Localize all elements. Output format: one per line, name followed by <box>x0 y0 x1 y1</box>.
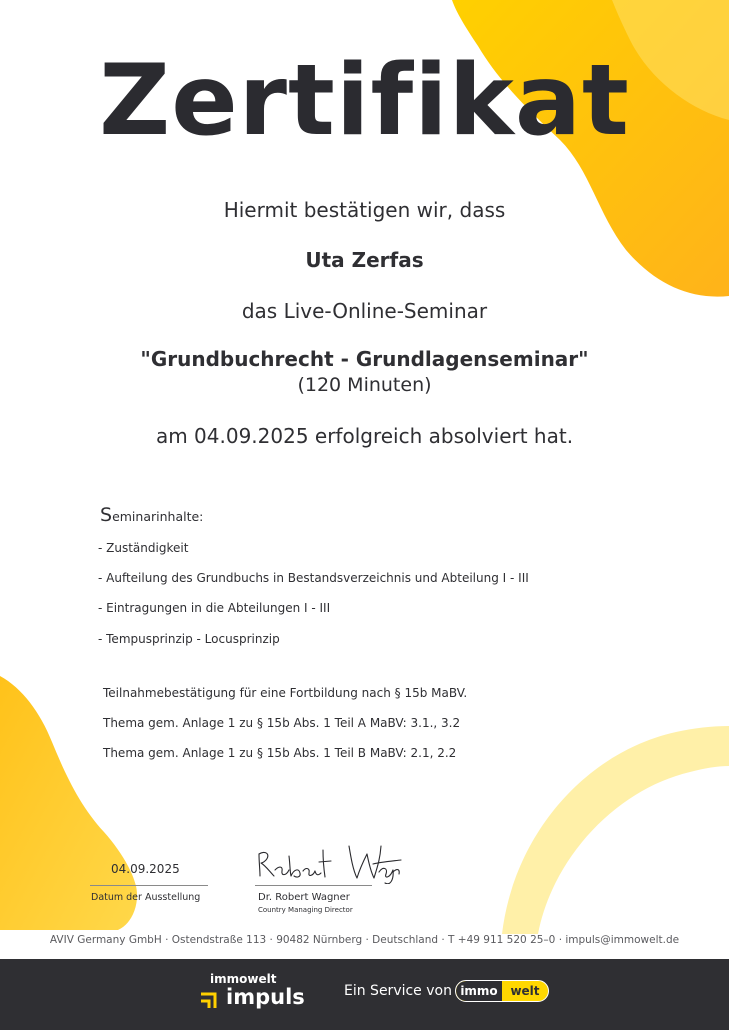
note-line: Thema gem. Anlage 1 zu § 15b Abs. 1 Teil A MaBV: 3.1., 3.2 <box>103 716 461 730</box>
issue-date: 04.09.2025 <box>111 862 180 876</box>
seminar-title: "Grundbuchrecht - Grundlagenseminar" <box>140 347 589 371</box>
topics-heading-rest: eminarinhalte: <box>112 509 204 524</box>
topic-item: - Tempusprinzip - Locusprinzip <box>98 632 280 646</box>
impuls-logo-icon <box>199 990 221 1010</box>
service-text: Ein Service von <box>344 983 452 999</box>
signatory-name: Dr. Robert Wagner <box>258 892 350 903</box>
participant-name: Uta Zerfas <box>305 248 424 272</box>
certificate-title: Zertifikat <box>99 44 630 158</box>
note-line: Teilnahmebestätigung für eine Fortbildung nach § 15b MaBV. <box>103 686 468 700</box>
topics-heading-initial: S <box>100 504 113 526</box>
badge-left-text: immo <box>456 981 502 1001</box>
confirmation-text: Hiermit bestätigen wir, dass <box>223 198 506 222</box>
logo-wordmark-top: immowelt <box>210 972 277 986</box>
topic-item: - Aufteilung des Grundbuchs in Bestandsverzeichnis und Abteilung I - III <box>98 571 529 585</box>
completion-text: am 04.09.2025 erfolgreich absolviert hat. <box>155 424 574 448</box>
signature-rule <box>255 885 372 886</box>
seminar-type: das Live-Online-Seminar <box>241 299 488 323</box>
seminar-duration: (120 Minuten) <box>297 374 432 396</box>
topic-item: - Zuständigkeit <box>98 541 189 555</box>
issue-date-label: Datum der Ausstellung <box>91 892 201 903</box>
signature-image <box>253 836 403 884</box>
topic-item: - Eintragungen in die Abteilungen I - III <box>98 601 331 615</box>
signatory-role: Country Managing Director <box>258 906 353 914</box>
company-address: AVIV Germany GmbH · Ostendstraße 113 · 90482 Nürnberg · Deutschland · T +49 911 520 25–0 · impuls@immowelt.de <box>49 934 680 946</box>
note-line: Thema gem. Anlage 1 zu § 15b Abs. 1 Teil B MaBV: 2.1, 2.2 <box>103 746 457 760</box>
immowelt-badge <box>455 980 549 1002</box>
topics-heading <box>100 504 203 526</box>
badge-right-text: welt <box>510 984 540 998</box>
logo-wordmark-bottom: impuls <box>226 985 305 1009</box>
issue-date-rule <box>90 885 208 886</box>
